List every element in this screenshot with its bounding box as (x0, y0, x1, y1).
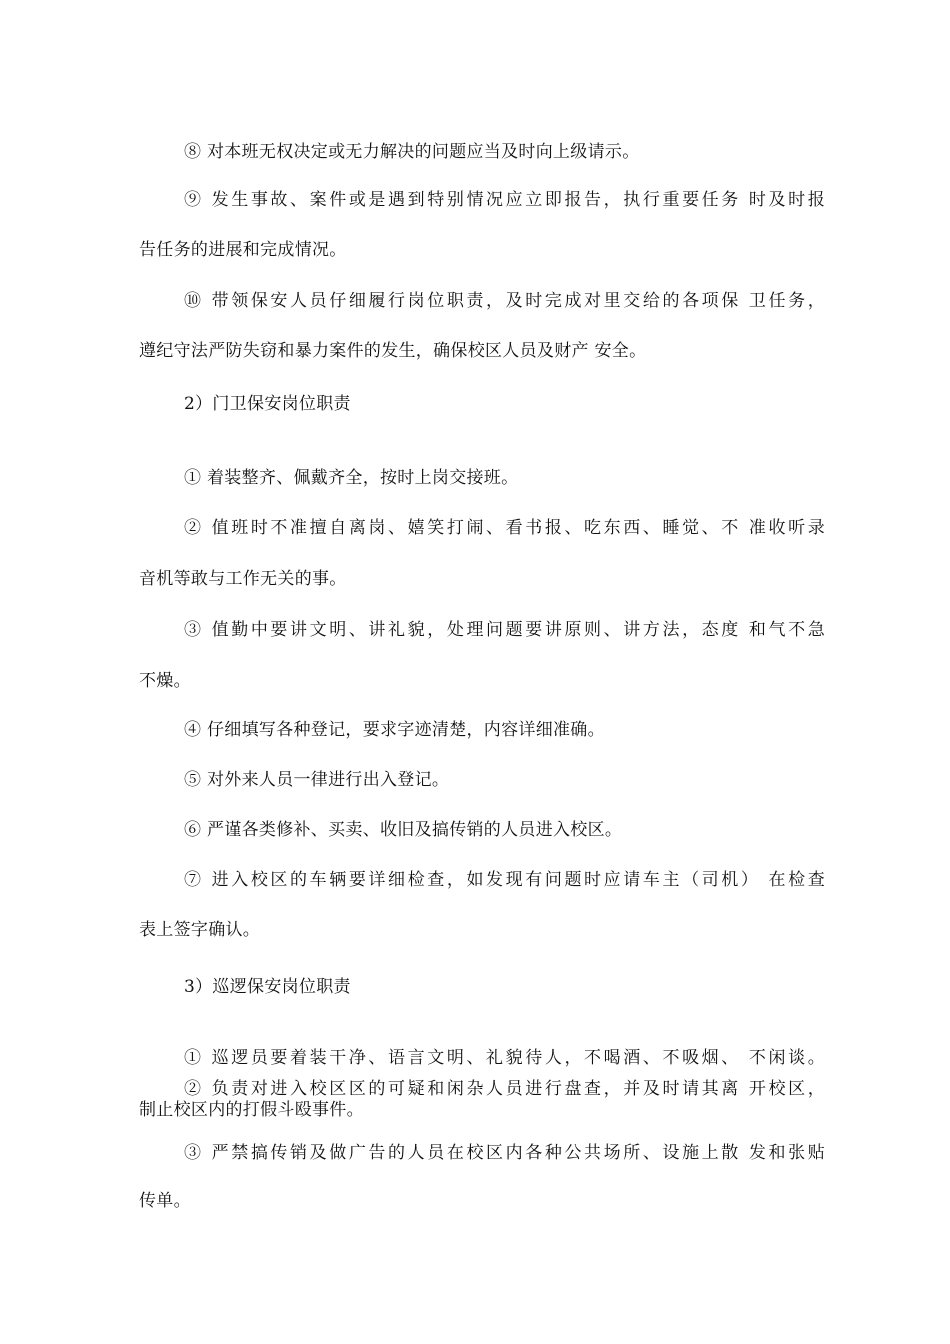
gate-item-2-line-2: 音机等敢与工作无关的事。 (139, 569, 347, 589)
patrol-item-3-line-2: 传单。 (139, 1191, 191, 1211)
gate-item-7-line-1: ⑦ 进入校区的车辆要详细检查，如发现有问题时应请车主（司机） 在检查 (184, 870, 825, 890)
gate-item-2-line-1: ② 值班时不准擅自离岗、嬉笑打闹、看书报、吃东西、睡觉、不 准收听录 (184, 518, 825, 538)
leader-item-10-line-2: 遵纪守法严防失窃和暴力案件的发生，确保校区人员及财产 安全。 (139, 341, 647, 361)
leader-item-9-line-1: ⑨ 发生事故、案件或是遇到特别情况应立即报告，执行重要任务 时及时报 (184, 190, 825, 210)
gate-item-3-line-2: 不燥。 (139, 671, 191, 691)
leader-item-10-line-1: ⑩ 带领保安人员仔细履行岗位职责，及时完成对里交给的各项保 卫任务， (184, 291, 825, 311)
gate-item-6: ⑥ 严谨各类修补、买卖、收旧及搞传销的人员进入校区。 (184, 820, 623, 840)
patrol-item-2-line-1: ② 负责对进入校区区的可疑和闲杂人员进行盘查，并及时请其离 开校区， (184, 1079, 825, 1099)
patrol-item-1: ① 巡逻员要着装干净、语言文明、礼貌待人，不喝酒、不吸烟、 不闲谈。 (184, 1048, 825, 1068)
patrol-item-3-line-1: ③ 严禁搞传销及做广告的人员在校区内各种公共场所、设施上散 发和张贴 (184, 1143, 825, 1163)
gate-item-5: ⑤ 对外来人员一律进行出入登记。 (184, 770, 450, 790)
gate-section-heading: 2）门卫保安岗位职责 (184, 394, 351, 414)
leader-item-8: ⑧ 对本班无权决定或无力解决的问题应当及时向上级请示。 (184, 142, 640, 162)
gate-item-4: ④ 仔细填写各种登记，要求字迹清楚，内容详细准确。 (184, 720, 605, 740)
patrol-section-heading: 3）巡逻保安岗位职责 (184, 977, 351, 997)
gate-item-3-line-1: ③ 值勤中要讲文明、讲礼貌，处理问题要讲原则、讲方法，态度 和气不急 (184, 620, 825, 640)
gate-item-1: ① 着装整齐、佩戴齐全，按时上岗交接班。 (184, 468, 519, 488)
leader-item-9-line-2: 告任务的进展和完成情况。 (139, 240, 347, 260)
gate-item-7-line-2: 表上签字确认。 (139, 920, 261, 940)
patrol-item-2-line-2: 制止校区内的打假斗殴事件。 (139, 1100, 364, 1120)
